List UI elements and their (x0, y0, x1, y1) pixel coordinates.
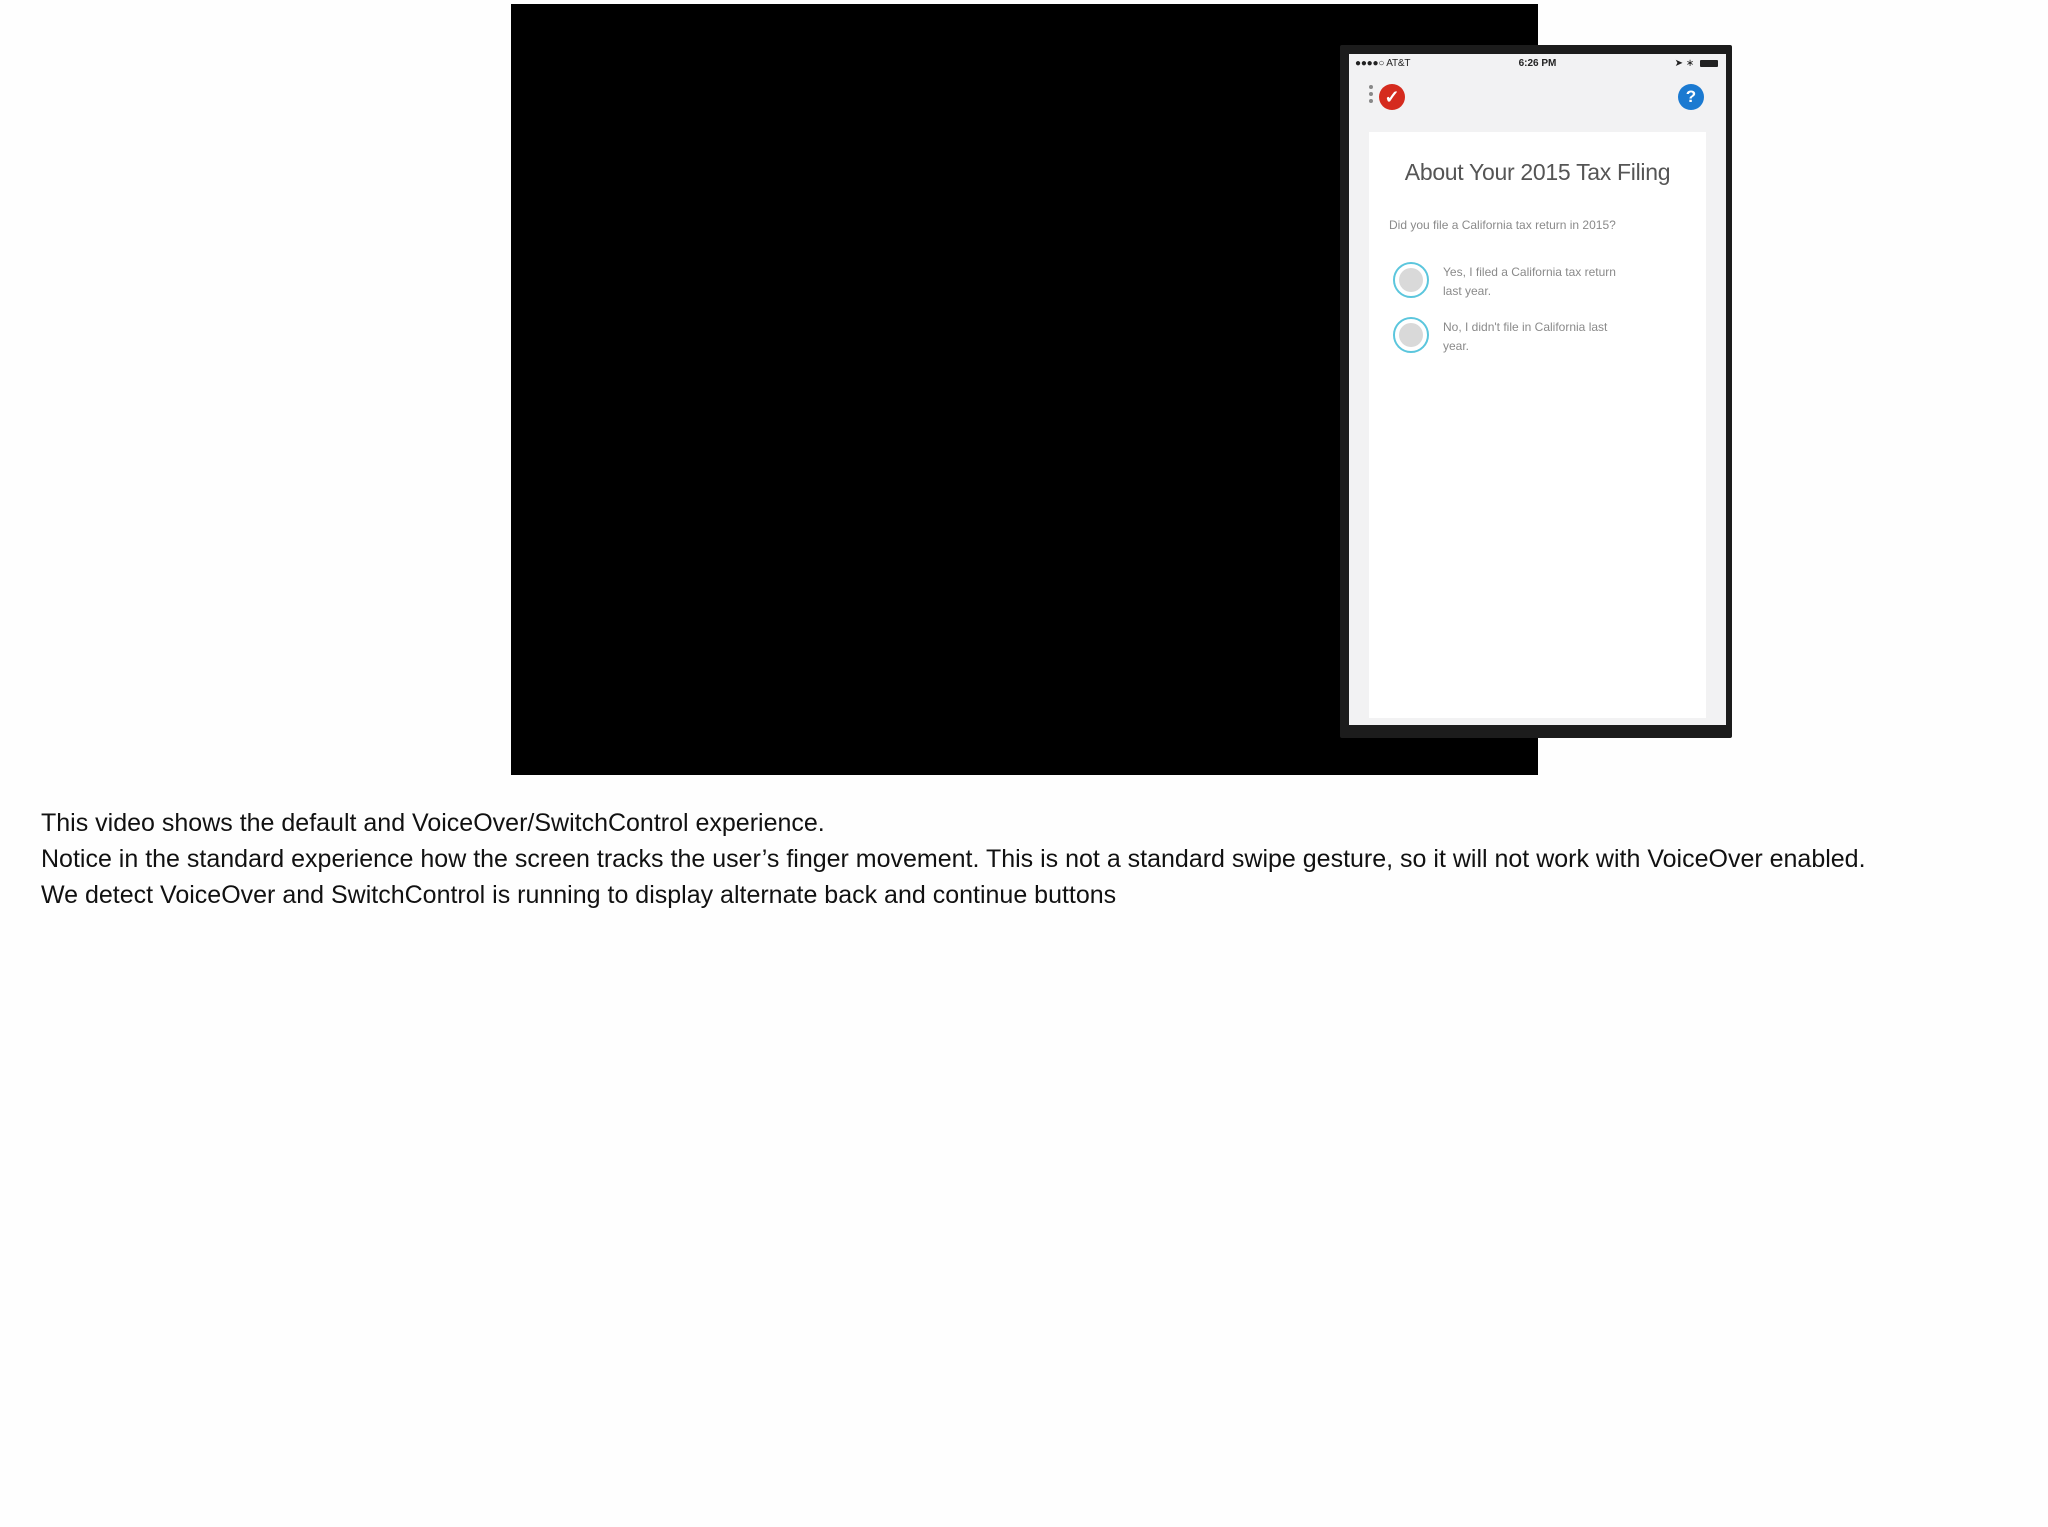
status-bar (1349, 54, 1726, 74)
turbotax-checkmark-icon: ✓ (1379, 84, 1405, 110)
menu-icon[interactable] (1369, 85, 1373, 107)
radio-button-yes[interactable] (1393, 262, 1429, 298)
help-question-icon[interactable]: ? (1678, 84, 1704, 110)
phone-screen (1349, 54, 1726, 725)
video-frame[interactable] (511, 4, 1697, 775)
status-icons (1675, 58, 1718, 69)
card-title: About Your 2015 Tax Filing (1404, 159, 1671, 185)
location-icon: ➤ (1674, 58, 1684, 69)
filing-question: Did you file a California tax return in 2015? (1389, 218, 1616, 232)
caption-line-1: This video shows the default and VoiceOver/SwitchControl experience. (41, 809, 825, 837)
option-no-label: No, I didn't file in California last year. (1443, 320, 1608, 353)
radio-button-no[interactable] (1393, 317, 1429, 353)
option-yes[interactable] (1393, 262, 1653, 306)
option-yes-label: Yes, I filed a California tax return last year. (1443, 265, 1616, 298)
caption-line-3: We detect VoiceOver and SwitchControl is running to display alternate back and continue buttons (41, 881, 1117, 909)
phone-device (1340, 45, 1732, 738)
bluetooth-icon: ∗ (1685, 58, 1695, 69)
filing-card (1369, 132, 1706, 718)
slide-caption (41, 805, 2031, 913)
battery-icon (1700, 60, 1718, 67)
option-no[interactable] (1393, 317, 1653, 361)
caption-line-2: Notice in the standard experience how the screen tracks the user’s finger movement. This is not a standard swipe gesture, so it will not work with VoiceOver enabled. (41, 845, 1866, 873)
app-header (1349, 74, 1726, 118)
carrier-signal: ●●●●○ AT&T (1355, 58, 1411, 69)
status-time: 6:26 PM (1518, 58, 1557, 69)
